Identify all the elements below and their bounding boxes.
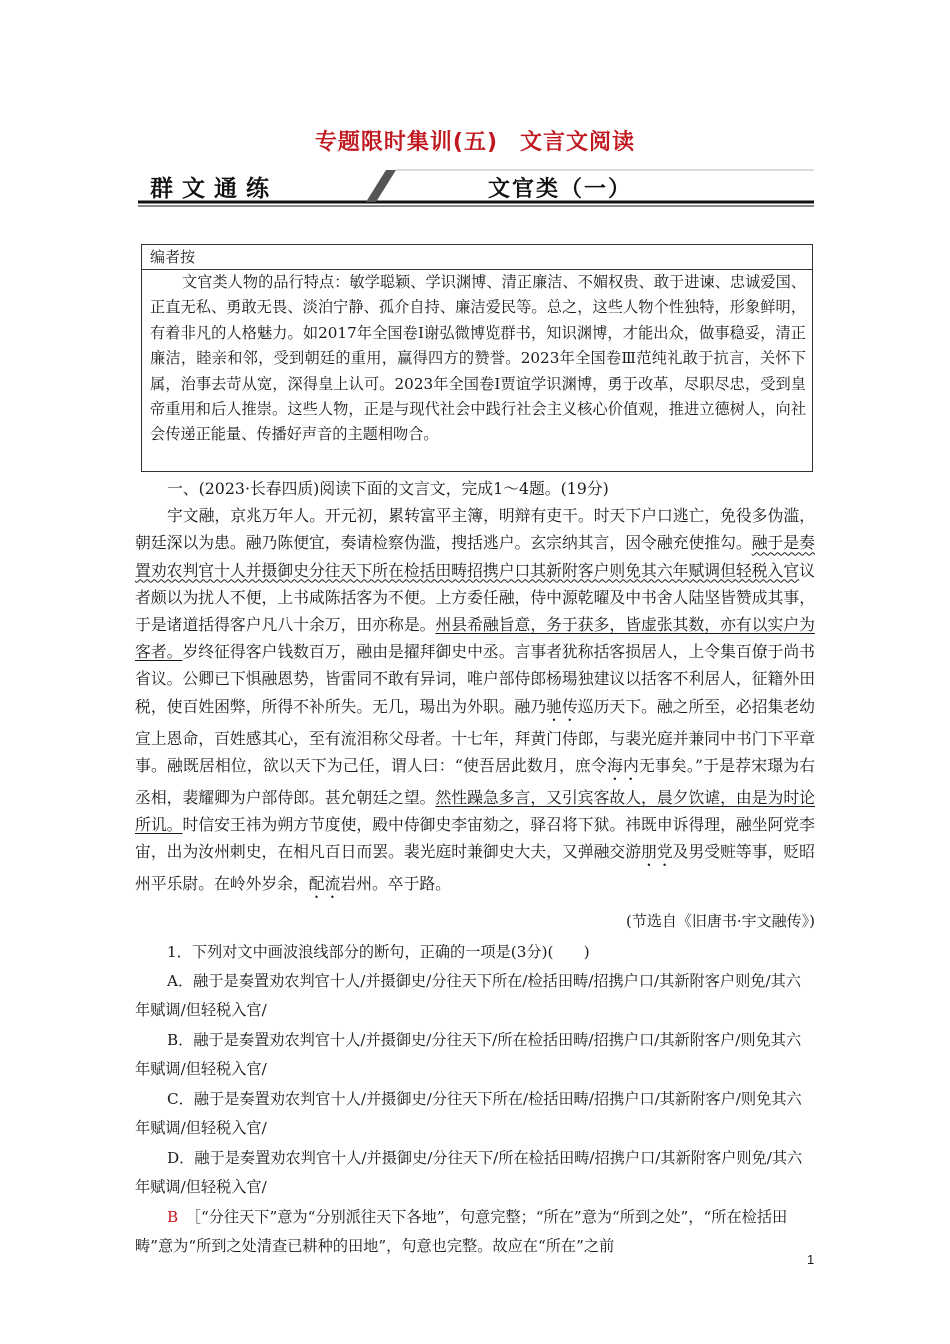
option-d: D．融于是奏置劝农判官十人/并摄御史/分往天下/所在检括田畴/招携户口/其新附客户则免/其六年赋调/但轻税入官/ bbox=[135, 1148, 803, 1197]
page-number: 1 bbox=[807, 1252, 815, 1267]
editor-note-body: 文官类人物的品行特点：敏学聪颖、学识渊博、清正廉洁、不媚权贵、敢于进谏、忠诚爱国、正直无私、勇敢无畏、淡泊宁静、孤介自持、廉洁爱民等。总之，这些人物个性独特，形象鲜明，有着非凡的人格魅力。如2017年全国卷Ⅰ谢弘微博览群书，知识渊博，才能出众，做事稳妥，清正廉洁，睦亲和邻，受到朝廷的重用，赢得四方的赞誉。2023年全国卷Ⅲ范纯礼敢于抗言，关怀下属，治事去苛从宽，深得皇上认可。2023年全国卷Ⅰ贾谊学识渊博，勇于改革，尽职尽忠，受到皇帝重用和后人推崇。这些人物，正是与现代社会中践行社会主义核心价值观，推进立德树人，向社会传递正能量、传播好声音的主题相吻合。 bbox=[150, 273, 806, 444]
passage-text bbox=[135, 502, 815, 902]
passage-segment: 议者颇以为扰人不便，上书咸陈括客为不便。上方委任融，侍中源乾曜及中书舍人陆坚皆赞成其事，于是诸道括得客户凡八十余万，田亦称是。 bbox=[135, 560, 815, 635]
page-title bbox=[0, 125, 950, 156]
underlined-sentence-1: 州县希融旨意，务于获多，皆虚张其数，亦有以实户为客者。 bbox=[135, 615, 815, 662]
option-b: B．融于是奏置劝农判官十人/并摄御史/分往天下/所在检括田畴/招携户口/其新附客户/则免其六年赋调/但轻税入官/ bbox=[135, 1030, 802, 1079]
dotted-term-3: 朋党 bbox=[641, 842, 673, 862]
option-a: A．融于是奏置劝农判官十人/并摄御史/分往天下所在/检括田畴/招携户口/其新附客户则免/其六年赋调/但轻税入官/ bbox=[135, 971, 801, 1020]
editor-note-box bbox=[141, 244, 813, 472]
passage-segment: 无事矣。”于是荐宋璟为右丞相，裴耀卿为户部侍郎。甚允朝廷之望。 bbox=[135, 755, 815, 807]
passage-segment: 巡历天下。融之所至，必招集老幼宣上恩命，百姓感其心，至有流泪称父母者。十七年，拜黄门侍郎，与裴光庭并兼同中书门下平章事。融既居相位，欲以天下为己任，谓人曰：“使吾居此数月，庶令 bbox=[135, 696, 815, 775]
passage-segment: 岁终征得客户钱数百万，融由是擢拜御史中丞。言事者犹称括客损居人，上令集百僚于尚书省议。公卿已下惧融恩势，皆雷同不敢有异词，唯户部侍郎杨瑒独建议以括客不利居人，征籍外田税，使百姓困弊，所得不补所失。无几，瑒出为外职。融乃 bbox=[135, 642, 815, 716]
answer-explanation bbox=[135, 1203, 815, 1262]
passage-segment: 宇文融，京兆万年人。开元初，累转富平主簿，明辩有吏干。时天下户口逃亡，免役多伪滥，朝廷深以为患。融乃陈便宜，奏请检察伪滥，搜括逃户。玄宗纳其言，因令融充使推勾。 bbox=[135, 506, 815, 553]
banner-right-label: 文官类（一） bbox=[488, 177, 633, 202]
passage-segment: 及男受赃等事，贬昭州平乐尉。在岭外岁余， bbox=[135, 842, 815, 894]
passage-segment: 岩州。卒于路。 bbox=[340, 874, 451, 894]
passage-source: (节选自《旧唐书·宇文融传》) bbox=[626, 912, 815, 931]
question-stem: 1．下列对文中画波浪线部分的断句，正确的一项是(3分)( ) bbox=[167, 943, 590, 962]
banner-left-label: 群文通练 bbox=[150, 176, 278, 202]
dotted-term-2: 海内 bbox=[606, 755, 639, 775]
passage-intro: 一、(2023·长春四质)阅读下面的文言文，完成1～4题。(19分) bbox=[167, 479, 609, 498]
answer-text: ［“分往天下”意为“分别派往天下各地”，句意完整；“所在”意为“所到之处”，“所在检括田畴”意为“所到之处清查已耕种的田地”，句意也完整。故应在“所在”之前 bbox=[135, 1207, 788, 1256]
editor-note-header: 编者按 bbox=[142, 245, 812, 270]
answer-letter: B bbox=[167, 1207, 179, 1226]
title-topic: 文言文阅读 bbox=[520, 130, 636, 155]
option-c: C．融于是奏置劝农判官十人/并摄御史/分往天下所在/检括田畴/招携户口/其新附客户/则免其六年赋调/但轻税入官/ bbox=[135, 1089, 802, 1138]
dotted-term-4: 配流 bbox=[308, 874, 341, 894]
passage bbox=[135, 475, 815, 1262]
section-banner bbox=[138, 168, 814, 208]
wavy-underlined-text: 融于是奏置劝农判官十人并摄御史分往天下所在检括田畴招携户口其新附客户则免其六年赋调但轻税入官 bbox=[135, 533, 815, 580]
title-series: 专题限时集训(五) bbox=[314, 130, 499, 155]
passage-segment: 时信安王祎为朔方节度使，殿中侍御史李宙劾之，驿召将下狱。祎既申诉得理，融坐阿党李宙，出为汝州刺史，在相凡百日而罢。裴光庭时兼御史大夫，又弹融交游 bbox=[135, 815, 815, 862]
dotted-term-1: 驰传 bbox=[546, 696, 578, 716]
underlined-sentence-2: 然性躁急多言，又引宾客故人，晨夕饮谑，由是为时论所讥。 bbox=[135, 787, 815, 835]
